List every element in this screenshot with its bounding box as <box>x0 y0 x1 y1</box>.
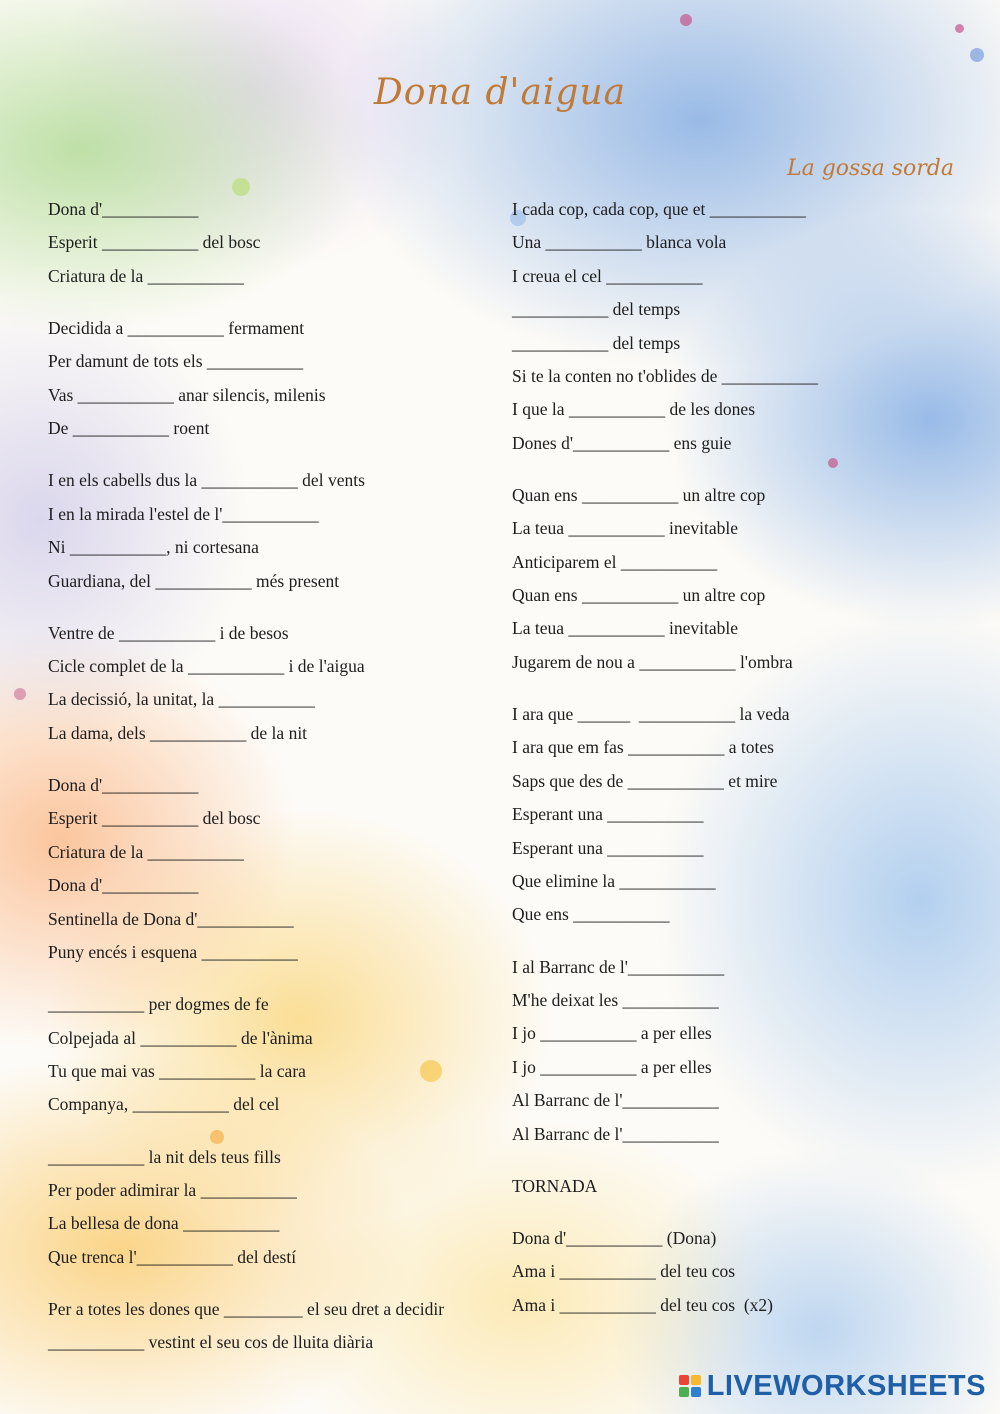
lyric-line: I al Barranc de l'___________ <box>512 956 725 977</box>
lyric-line: Decidida a ___________ fermament <box>48 317 305 338</box>
lyric-line: Colpejada al ___________ de l'ànima <box>48 1027 313 1048</box>
lyric-line: De ___________ roent <box>48 418 210 439</box>
paint-splash <box>14 688 26 700</box>
lyrics-column-left <box>48 193 498 1360</box>
lyric-line: I jo ___________ a per elles <box>512 1056 712 1077</box>
logo-text: LIVEWORKSHEETS <box>706 1369 986 1402</box>
lyric-line: Per a totes les dones que _________ el seu dret a decidir <box>48 1298 445 1319</box>
lyric-line: TORNADA <box>512 1175 598 1196</box>
lyric-line: I jo ___________ a per elles <box>512 1023 712 1044</box>
stanza-gap <box>48 750 498 769</box>
lyric-line: Saps que des de ___________ et mire <box>512 770 778 791</box>
lyric-line: ___________ per dogmes de fe <box>48 994 269 1015</box>
lyric-line: Puny encés i esquena ___________ <box>48 942 298 962</box>
lyric-line: Esperit ___________ del bosc <box>48 808 261 829</box>
lyric-line: Ama i ___________ del teu cos <box>512 1261 736 1282</box>
lyric-line: La teua ___________ inevitable <box>512 618 738 639</box>
lyric-line: La bellesa de dona ___________ <box>48 1213 280 1234</box>
lyric-line: Esperant una ___________ <box>512 804 704 825</box>
lyric-line: Dona d'___________ <box>48 199 199 219</box>
lyric-line: I creua el cel ___________ <box>512 265 703 286</box>
stanza-gap <box>48 293 498 312</box>
lyric-line: Dones d'___________ ens guie <box>512 432 732 453</box>
lyric-line: Si te la conten no t'oblides de ___________ <box>512 365 818 386</box>
stanza-gap <box>512 1151 982 1170</box>
lyric-line: La teua ___________ inevitable <box>512 518 738 539</box>
stanza-gap <box>48 969 498 988</box>
paint-splash <box>680 14 692 26</box>
lyric-line: ___________ del temps <box>512 332 681 353</box>
paint-splash <box>955 24 964 33</box>
liveworksheets-logo <box>679 1366 986 1406</box>
paint-splash <box>970 48 984 62</box>
lyric-line: I que la ___________ de les dones <box>512 399 756 420</box>
lyric-line: Tu que mai vas ___________ la cara <box>48 1060 306 1081</box>
artist-name: La gossa sorda <box>787 156 954 181</box>
lyric-line: Dona d'___________ <box>48 775 199 796</box>
stanza-gap <box>512 679 982 698</box>
lyric-line: Ventre de ___________ i de besos <box>48 622 289 643</box>
lyric-line: La dama, dels ___________ de la nit <box>48 722 308 743</box>
lyric-line: Jugarem de nou a ___________ l'ombra <box>512 651 793 672</box>
lyric-line: Per poder adimirar la ___________ <box>48 1179 297 1200</box>
stanza-gap <box>48 598 498 617</box>
page-title: Dona d'aigua <box>373 72 627 113</box>
lyric-line: I en la mirada l'estel de l'___________ <box>48 503 319 524</box>
lyric-line: Dona d'___________ (Dona) <box>512 1227 717 1248</box>
lyric-line: Al Barranc de l'___________ <box>512 1123 719 1144</box>
stanza-gap <box>512 460 982 479</box>
lyric-line: Vas ___________ anar silencis, milenis <box>48 384 326 405</box>
stanza-gap <box>512 932 982 951</box>
stanza-gap <box>512 1203 982 1222</box>
lyric-line: Que ens ___________ <box>512 904 670 925</box>
lyric-line: Quan ens ___________ un altre cop <box>512 585 766 606</box>
lyric-line: Que trenca l'___________ del destí <box>48 1246 297 1267</box>
lyric-line: Guardiana, del ___________ més present <box>48 570 340 591</box>
lyric-line: M'he deixat les ___________ <box>512 989 719 1010</box>
lyric-line: I cada cop, cada cop, que et ___________ <box>512 199 806 219</box>
lyric-line: ___________ vestint el seu cos de lluita diària <box>48 1332 374 1353</box>
stanza-gap <box>48 1122 498 1141</box>
lyric-line: Dona d'___________ <box>48 875 199 896</box>
lyric-line: ___________ la nit dels teus fills <box>48 1146 281 1167</box>
stanza-gap <box>48 446 498 465</box>
lyric-line: Esperant una ___________ <box>512 837 704 858</box>
lyric-line: Que elimine la ___________ <box>512 871 716 892</box>
lyric-line: Anticiparem el ___________ <box>512 551 718 572</box>
lyric-line: ___________ del temps <box>512 299 681 320</box>
lyric-line: Per damunt de tots els ___________ <box>48 351 304 372</box>
lyric-line: Una ___________ blanca vola <box>512 232 727 253</box>
lyric-line: Ama i ___________ del teu cos (x2) <box>512 1294 773 1315</box>
lyric-line: Al Barranc de l'___________ <box>512 1090 719 1111</box>
lyric-line: La decissió, la unitat, la ___________ <box>48 689 315 710</box>
lyric-line: Quan ens ___________ un altre cop <box>512 484 766 505</box>
lyric-line: I ara que ______ ___________ la veda <box>512 704 790 725</box>
lyric-line: Cicle complet de la ___________ i de l'aigua <box>48 656 365 677</box>
lyric-line: I en els cabells dus la ___________ del vents <box>48 470 365 491</box>
lyric-line: I ara que em fas ___________ a totes <box>512 737 774 758</box>
lyric-line: Criatura de la ___________ <box>48 265 244 286</box>
lyrics-column-right <box>512 193 982 1322</box>
lyric-line: Esperit ___________ del bosc <box>48 232 261 253</box>
stanza-gap <box>48 1274 498 1293</box>
lyric-line: Companya, ___________ del cel <box>48 1094 280 1115</box>
lyric-line: Criatura de la ___________ <box>48 841 244 862</box>
lyric-line: Ni ___________, ni cortesana <box>48 537 259 558</box>
lyric-line: Sentinella de Dona d'___________ <box>48 908 294 929</box>
liveworksheets-logo-icon <box>679 1375 701 1397</box>
